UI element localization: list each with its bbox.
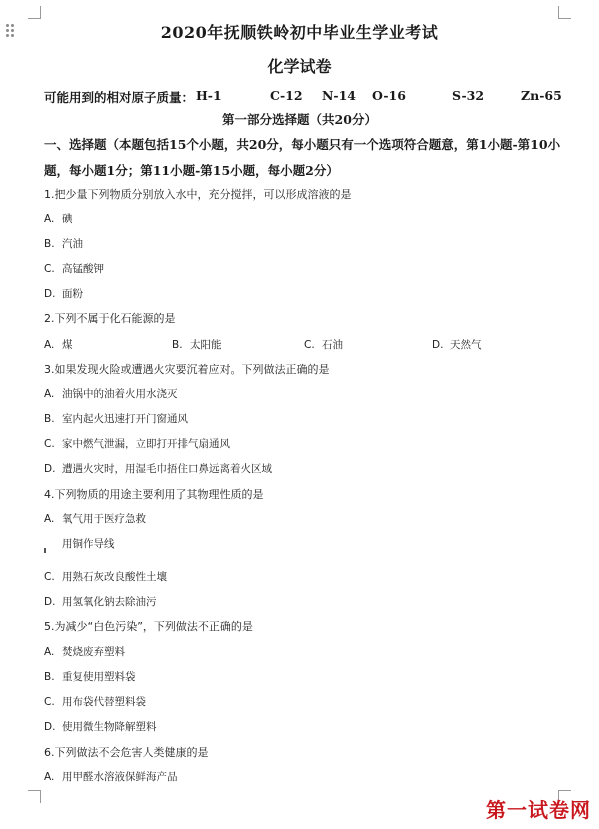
- question-5-stem: 5.为减少“白色污染”，下列做法不正确的是: [44, 620, 253, 633]
- question-5-option-b[interactable]: [44, 669, 136, 684]
- option-key: B.: [44, 671, 55, 683]
- crop-mark-bottom-left: [28, 790, 41, 803]
- part-title: 第一部分选择题（共20分）: [222, 112, 377, 127]
- question-2-option-c[interactable]: [304, 337, 343, 352]
- atomic-mass-c: C-12: [270, 88, 303, 103]
- option-text: 用铜作导线: [62, 538, 115, 550]
- option-text: 用布袋代替塑料袋: [62, 696, 146, 708]
- question-3-option-c[interactable]: [44, 436, 230, 451]
- option-key: D.: [44, 721, 56, 733]
- option-key: B.: [172, 339, 183, 351]
- question-1-option-c[interactable]: [44, 261, 104, 276]
- question-4-option-b[interactable]: [44, 536, 115, 551]
- question-4-option-a[interactable]: [44, 511, 146, 526]
- atomic-mass-n: N-14: [322, 88, 357, 103]
- question-3-option-d[interactable]: [44, 461, 272, 476]
- site-watermark: 第一试卷网: [486, 798, 591, 822]
- option-key: A.: [44, 213, 55, 225]
- question-4-option-c[interactable]: [44, 569, 167, 584]
- option-text: 用熟石灰改良酸性土壤: [62, 571, 167, 583]
- option-key: A.: [44, 771, 55, 783]
- option-text: 室内起火迅速打开门窗通风: [62, 413, 188, 425]
- option-text: 油锅中的油着火用水浇灭: [62, 388, 178, 400]
- option-key: C.: [44, 263, 55, 275]
- option-key: A.: [44, 646, 55, 658]
- option-text: 氧气用于医疗急救: [62, 513, 146, 525]
- option-text: 面粉: [62, 288, 83, 300]
- option-text: 用甲醛水溶液保鲜海产品: [62, 771, 178, 783]
- option-key: A.: [44, 339, 55, 351]
- option-key: D.: [432, 339, 444, 351]
- question-6-stem: 6.下列做法不会危害人类健康的是: [44, 746, 209, 759]
- stray-mark: [44, 548, 46, 553]
- option-key: C.: [44, 696, 55, 708]
- option-text: 碘: [62, 213, 73, 225]
- option-text: 焚烧废弃塑料: [62, 646, 125, 658]
- atomic-mass-h: H-1: [196, 88, 222, 103]
- question-1-option-d[interactable]: [44, 286, 83, 301]
- option-text: 煤: [62, 339, 73, 351]
- option-key: B.: [44, 238, 55, 250]
- option-key: C.: [44, 438, 55, 450]
- atomic-masses-label: 可能用到的相对原子质量：: [44, 90, 195, 105]
- option-key: C.: [304, 339, 315, 351]
- option-text: 用氢氧化钠去除油污: [62, 596, 157, 608]
- question-3-option-a[interactable]: [44, 386, 178, 401]
- question-1-option-b[interactable]: [44, 236, 83, 251]
- question-1-stem: 1.把少量下列物质分别放入水中，充分搅拌，可以形成溶液的是: [44, 188, 352, 201]
- atomic-masses-line: [44, 88, 564, 104]
- question-4-stem: 4.下列物质的用途主要利用了其物理性质的是: [44, 488, 264, 501]
- question-5-option-c[interactable]: [44, 694, 146, 709]
- option-text: 遭遇火灾时，用湿毛巾捂住口鼻远离着火区域: [62, 463, 272, 475]
- atomic-mass-s: S-32: [452, 88, 485, 103]
- section-instructions: 一、选择题（本题包括15个小题，共20分，每小题只有一个选项符合题意，第1小题-第10小题，每小题1分；第11小题-第15小题，每小题2分）: [44, 137, 561, 178]
- option-text: 使用微生物降解塑料: [62, 721, 157, 733]
- option-key: B.: [44, 413, 55, 425]
- crop-mark-top-left: [28, 6, 41, 19]
- question-4-option-d[interactable]: [44, 594, 157, 609]
- option-key: C.: [44, 571, 55, 583]
- option-text: 重复使用塑料袋: [62, 671, 136, 683]
- question-5-option-d[interactable]: [44, 719, 157, 734]
- question-5-option-a[interactable]: [44, 644, 125, 659]
- option-key: D.: [44, 463, 56, 475]
- option-text: 天然气: [450, 339, 482, 351]
- question-2-stem: 2.下列不属于化石能源的是: [44, 312, 176, 325]
- crop-mark-top-right: [558, 6, 571, 19]
- atomic-mass-zn: Zn-65: [521, 88, 562, 103]
- option-text: 石油: [322, 339, 343, 351]
- question-1-option-a[interactable]: [44, 211, 73, 226]
- option-key: A.: [44, 388, 55, 400]
- question-2-option-d[interactable]: [432, 337, 482, 352]
- question-6-option-a[interactable]: [44, 769, 178, 784]
- question-3-stem: 3.如果发现火险或遭遇火灾要沉着应对。下列做法正确的是: [44, 363, 330, 376]
- question-2-option-b[interactable]: [172, 337, 222, 352]
- atomic-mass-o: O-16: [372, 88, 406, 103]
- exam-subtitle: 化学试卷: [267, 57, 332, 76]
- question-3-option-b[interactable]: [44, 411, 188, 426]
- option-key: D.: [44, 288, 56, 300]
- exam-title: 2020年抚顺铁岭初中毕业生学业考试: [160, 23, 439, 42]
- option-text: 太阳能: [190, 339, 222, 351]
- option-text: 高锰酸钾: [62, 263, 104, 275]
- option-key: A.: [44, 513, 55, 525]
- option-key: D.: [44, 596, 56, 608]
- question-2-option-a[interactable]: [44, 337, 73, 352]
- option-text: 汽油: [62, 238, 83, 250]
- option-text: 家中燃气泄漏，立即打开排气扇通风: [62, 438, 230, 450]
